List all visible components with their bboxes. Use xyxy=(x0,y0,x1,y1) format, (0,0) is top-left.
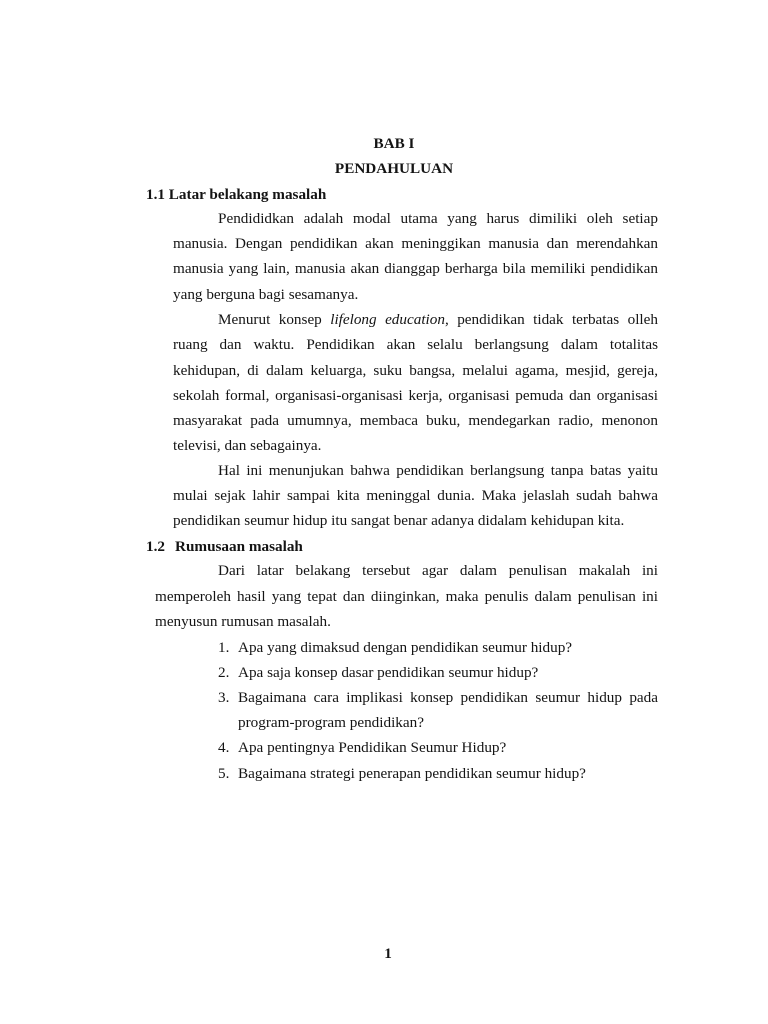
list-number: 4. xyxy=(218,739,230,756)
chapter-label: BAB I xyxy=(373,135,415,152)
page-number: 1 xyxy=(384,945,392,962)
paragraph-line: televisi, dan sebagainya. xyxy=(173,437,322,454)
paragraph-line: mulai sejak lahir sampai kita meninggal dunia. Maka jelaslah sudah bahwa xyxy=(173,487,658,504)
paragraph-line: menyusun rumusan masalah. xyxy=(155,613,331,630)
list-number: 1. xyxy=(218,639,230,656)
paragraph-line: manusia. Dengan pendidikan akan meninggikan manusia dan merendahkan xyxy=(173,235,658,252)
paragraph-line: pendidikan seumur hidup itu sangat benar adanya didalam kehidupan kita. xyxy=(173,512,625,529)
list-item-text: Apa yang dimaksud dengan pendidikan seumur hidup? xyxy=(238,639,573,656)
section-title: Rumusaan masalah xyxy=(175,538,303,555)
paragraph-line: manusia yang lain, manusia akan dianggap berharga bila memiliki pendidikan xyxy=(173,260,658,277)
paragraph-line: memperoleh hasil yang tepat dan diinginkan, maka penulis dalam penulisan ini xyxy=(155,588,658,605)
paragraph-line: sekolah formal, organisasi-organisasi kerja, organisasi pemuda dan organisasi xyxy=(173,387,658,404)
list-item-text: Apa saja konsep dasar pendidikan seumur hidup? xyxy=(238,664,539,681)
list-item-text: Bagaimana cara implikasi konsep pendidikan seumur hidup pada xyxy=(238,689,658,706)
chapter-title: PENDAHULUAN xyxy=(334,160,454,177)
list-number: 5. xyxy=(218,765,230,782)
list-number: 3. xyxy=(218,689,230,706)
list-item-text: Bagaimana strategi penerapan pendidikan seumur hidup? xyxy=(238,765,586,782)
paragraph-line: Dari latar belakang tersebut agar dalam penulisan makalah ini xyxy=(218,562,658,579)
italic-term: lifelong education xyxy=(330,311,445,328)
list-number: 2. xyxy=(218,664,230,681)
paragraph-text: , pendidikan tidak terbatas olleh xyxy=(444,311,658,328)
paragraph-line: masyarakat pada umumnya, membaca buku, mendegarkan radio, menonon xyxy=(173,412,658,429)
list-item-text: Apa pentingnya Pendidikan Seumur Hidup? xyxy=(238,739,507,756)
paragraph-line: kehidupan, di dalam keluarga, suku bangsa, melalui agama, mesjid, gereja, xyxy=(173,362,658,379)
paragraph-text: Menurut konsep xyxy=(218,311,331,328)
paragraph-line: Hal ini menunjukan bahwa pendidikan berlangsung tanpa batas yaitu xyxy=(218,462,658,479)
section-heading xyxy=(146,186,446,204)
section-number: 1.1 xyxy=(146,186,165,203)
paragraph-line xyxy=(218,311,658,329)
list-item-text: program-program pendidikan? xyxy=(238,714,424,731)
paragraph-line: ruang dan waktu. Pendidikan akan selalu berlangsung dalam totalitas xyxy=(173,336,658,353)
paragraph-line: Pendididkan adalah modal utama yang harus dimiliki oleh setiap xyxy=(218,210,658,227)
section-number: 1.2 xyxy=(146,538,165,555)
paragraph-line: yang berguna bagi sesamanya. xyxy=(173,286,359,303)
section-title: Latar belakang masalah xyxy=(168,186,327,203)
